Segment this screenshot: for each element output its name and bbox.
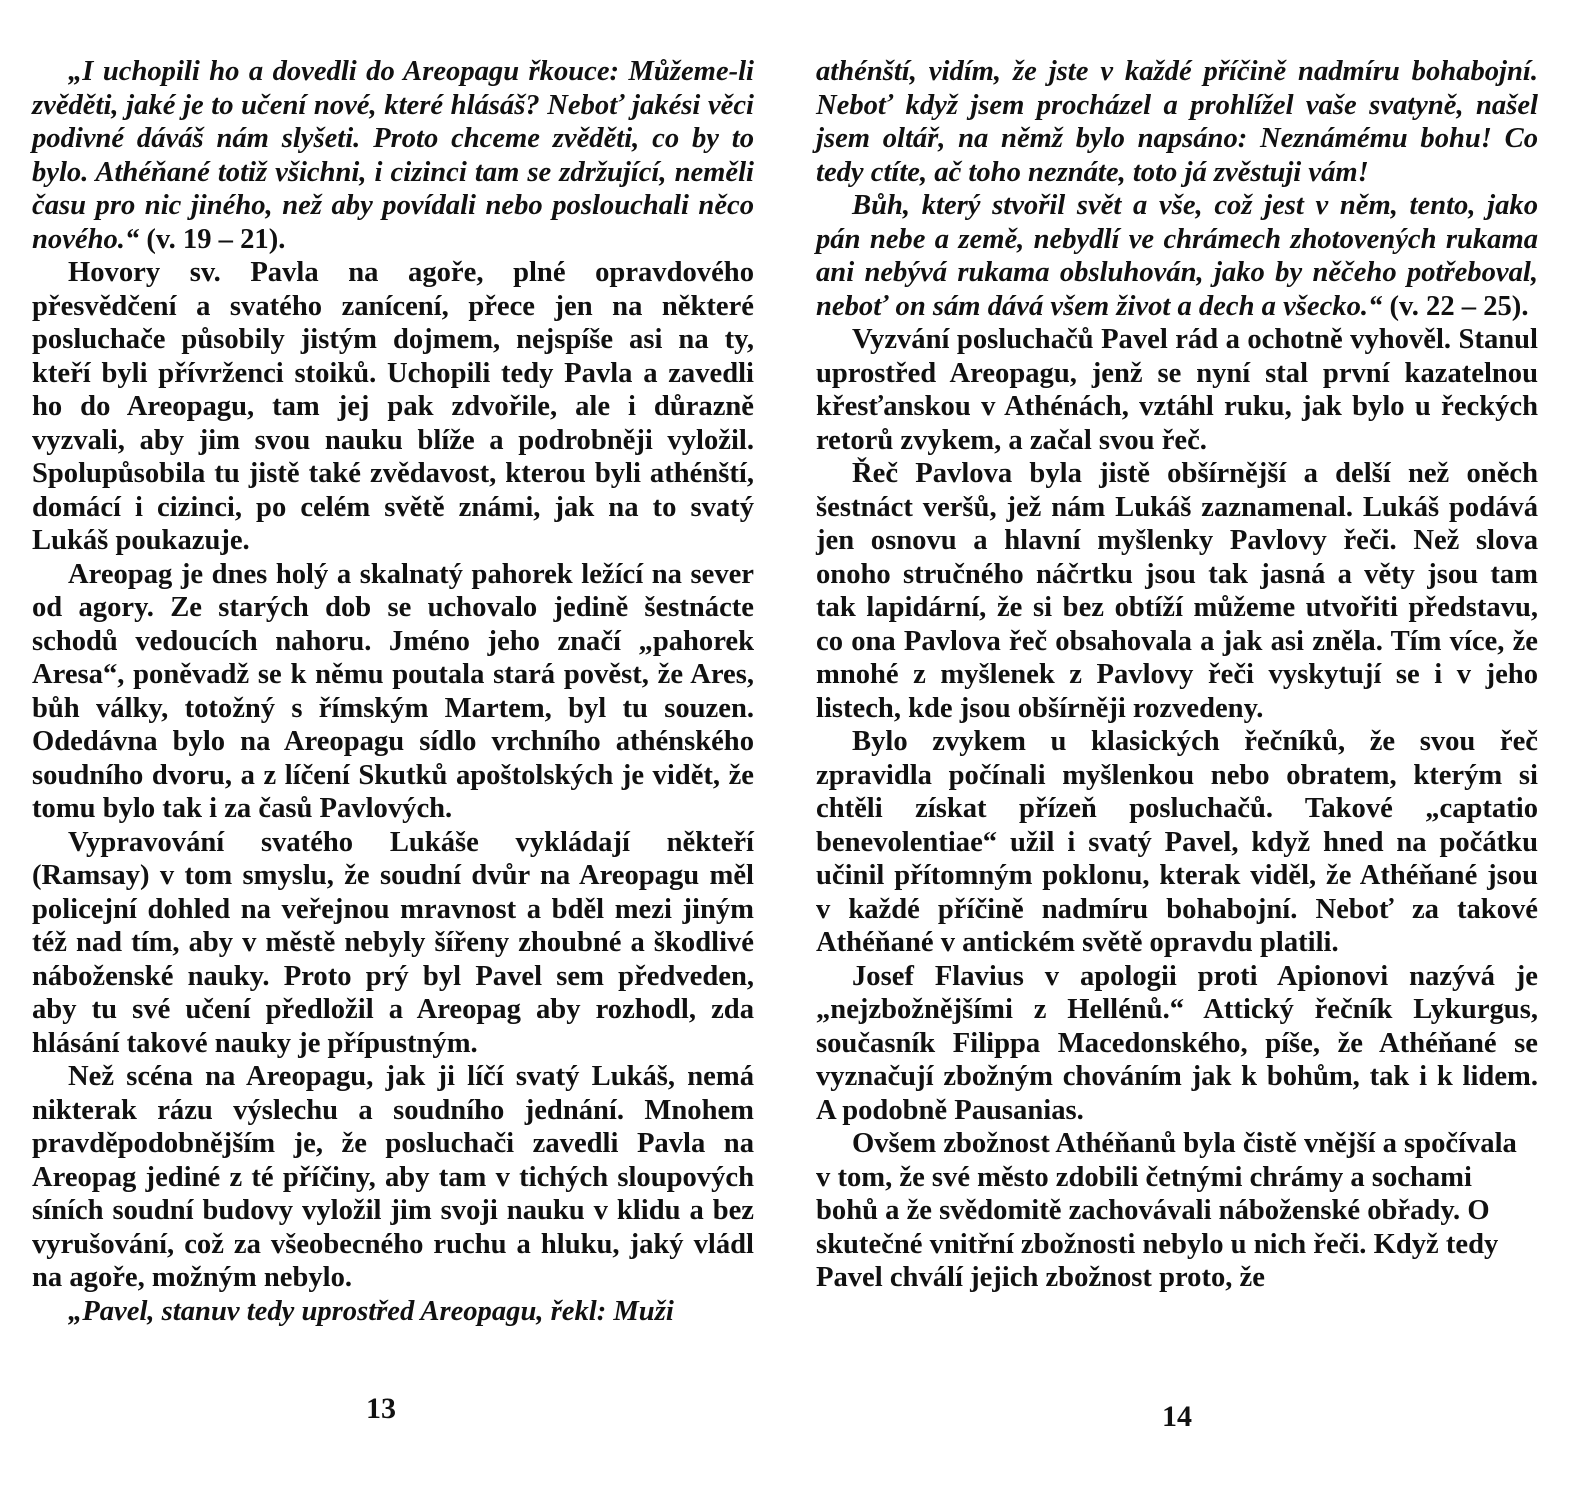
paragraph: Vyzvání posluchačů Pavel rád a ochotně vyhověl. Stanul uprostřed Areopagu, jenž se nyní stal první kazatelnou křesťanskou v Athénách, vztáhl ruku, jak bylo u řeckých retorů zvykem, a začal svou řeč. (816, 324, 1538, 456)
left-page (32, 55, 754, 1328)
paragraph: Josef Flavius v apologii proti Apionovi nazývá je „nejzbožnějšími z Hellénů.“ Attický řečník Lykurgus, současník Filippa Macedonského, píše, že Athéňané se vyznačují zbožným chováním jak k bohům, tak i k lidem. A podobně Pausanias. (816, 960, 1538, 1126)
paragraph: Bylo zvykem u klasických řečníků, že svou řeč zpravidla počínali myšlenkou nebo obratem, kterým si chtěli získat přízeň posluchačů. Takové „captatio benevolentiae“ užil i svatý Pavel, když hned na počátku učinil přítomným poklonu, kterak viděl, že Athéňané jsou v každé příčině nadmíru bohabojní. Neboť za takové Athéňané v antickém světě opravdu platili. (816, 726, 1538, 958)
paragraph: Areopag je dnes holý a skalnatý pahorek ležící na sever od agory. Ze starých dob se uchovalo jedině šestnácte schodů vedoucích nahoru. Jméno jeho značí „pahorek Aresa“, poněvadž se k němu poutala stará pověst, že Ares, bůh války, totožný s římským Martem, byl tu souzen. Odedávna bylo na Areopagu sídlo vrchního athénského soudního dvoru, a z líčení Skutků apoštolských je vidět, že tomu bylo tak i za časů Pavlových. (32, 558, 754, 824)
right-page (816, 55, 1538, 1295)
paragraph: Ovšem zbožnost Athéňanů byla čistě vnější a spočívala v tom, že své město zdobili četnými chrámy a sochami bohů a že svědomitě zachovávali náboženské obřady. O skutečné vnitřní zbožnosti nebylo u nich řeči. Když tedy Pavel chválí jejich zbožnost proto, že (816, 1128, 1517, 1293)
paragraph: Než scéna na Areopagu, jak ji líčí svatý Lukáš, nemá nikterak rázu výslechu a soudního jednání. Mnohem pravděpodobnějším je, že posluchači zavedli Pavla na Areopag jediné z té příčiny, aby tam v tichých sloupových síních soudní budovy vyložil jim svoji nauku v klidu a bez vyrušování, což za všeobecného ruchu a hluku, jaký vládl na agoře, možným nebylo. (32, 1061, 754, 1293)
paragraph: Vypravování svatého Lukáše vykládají někteří (Ramsay) v tom smyslu, že soudní dvůr na Areopagu měl policejní dohled na veřejnou mravnost a bděl mezi jiným též nad tím, aby v městě nebyly šířeny zhoubné a škodlivé náboženské nauky. Proto prý byl Pavel sem předveden, aby tu své učení předložil a Areopag aby rozhodl, zda hlásání takové nauky je přípustným. (32, 826, 754, 1059)
paragraph: „I uchopili ho a dovedli do Areopagu řkouce: Můžeme-li zvěděti, jaké je to učení nové, které hlásáš? Neboť jakési věci podivné dáváš nám slyšeti. Proto chceme zvěděti, co by to bylo. Athéňané totiž všichni, i cizinci tam se zdržující, neměli času pro nic jiného, než aby povídali nebo poslouchali něco nového.“ (v. 19 – 21). (32, 56, 754, 255)
paragraph: „Pavel, stanuv tedy uprostřed Areopagu, řekl: Muži (68, 1295, 674, 1327)
page-number: 14 (1162, 1400, 1192, 1433)
page-number: 13 (366, 1392, 396, 1425)
verse-reference: (v. 19 – 21). (146, 223, 286, 255)
paragraph: Bůh, který stvořil svět a vše, což jest v něm, tento, jako pán nebe a země, nebydlí ve chrámech zhotovených rukama ani nebývá rukama obsluhován, jako by něčeho potřeboval, neboť on sám dává všem život a dech a všecko.“ (v. 22 – 25). (816, 190, 1538, 322)
paragraph: athénští, vidím, že jste v každé příčině nadmíru bohabojní. Neboť když jsem procházel a prohlížel vaše svatyně, našel jsem oltář, na němž bylo napsáno: Neznámému bohu! Co tedy ctíte, ač toho neznáte, toto já zvěstuji vám! (816, 56, 1538, 188)
paragraph: Řeč Pavlova byla jistě obšírnější a delší než oněch šestnáct veršů, jež nám Lukáš zaznamenal. Lukáš podává jen osnovu a hlavní myšlenky Pavlovy řeči. Než slova onoho stručného náčrtku jsou tak jasná a věty jsou tam tak lapidární, že si bez obtíží můžeme utvořiti představu, co ona Pavlova řeč obsahovala a jak asi zněla. Tím více, že mnohé z myšlenek z Pavlovy řeči vyskytují se i v jeho listech, kde jsou obšírněji rozvedeny. (816, 458, 1538, 724)
paragraph: Hovory sv. Pavla na agoře, plné opravdového přesvědčení a svatého zanícení, přece jen na některé posluchače působily jistým dojmem, nejspíše asi na ty, kteří byli přívrženci stoiků. Uchopili tedy Pavla a zavedli ho do Areopagu, tam jej pak zdvořile, ale i důrazně vyzvali, aby jim svou nauku blíže a podrobněji vyložil. Spolupůsobila tu jistě také zvědavost, kterou byli athénští, domácí i cizinci, po celém světě známi, jak na to svatý Lukáš poukazuje. (32, 257, 754, 556)
verse-reference: (v. 22 – 25). (1389, 290, 1529, 322)
